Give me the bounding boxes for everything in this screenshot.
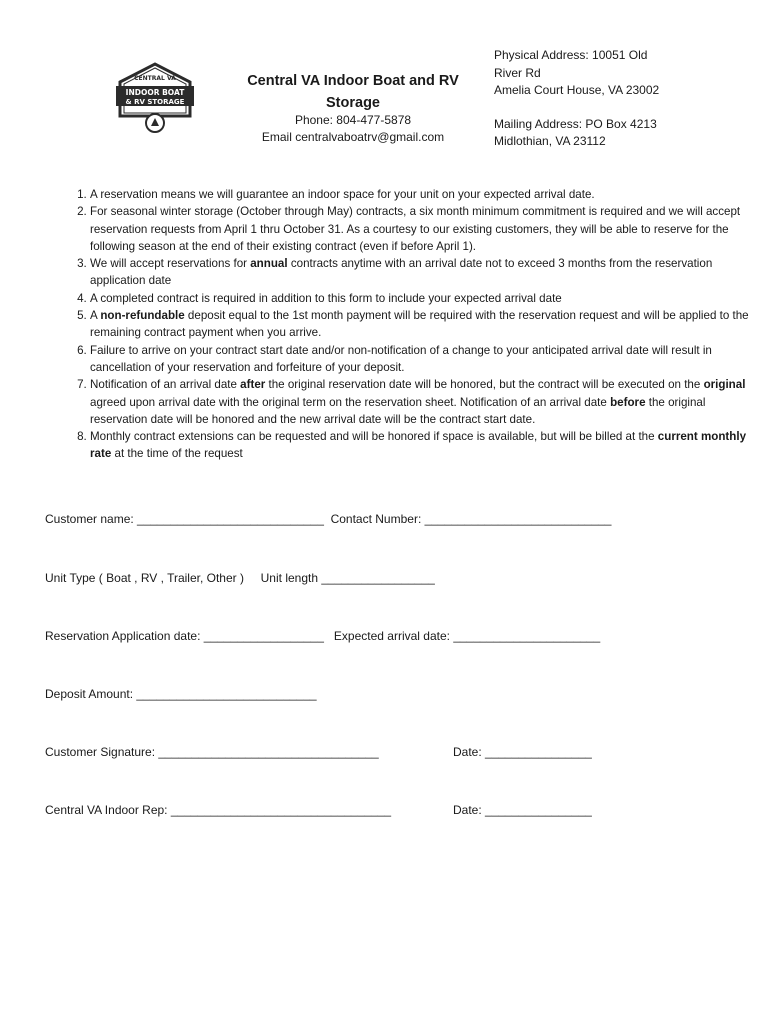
address-block (494, 47, 694, 151)
unit-length-field[interactable]: Unit length _________________ (260, 571, 435, 585)
logo-line-1: INDOOR BOAT (125, 88, 185, 97)
rule-emphasis: after (240, 378, 266, 392)
unit-info-row (45, 570, 435, 586)
email-address: Email centralvaboatrv@gmail.com (261, 130, 445, 144)
rule-text: the original reservation date will be honored and the new arrival date will be the contract start date. (90, 395, 706, 426)
rule-text: For seasonal winter storage (October through May) contracts, a six month minimum commitment is required and we will accept reservation requests from April 1 thru October 31. As a courtesy to our existing customers, they will be able to reserve for the following season at the end of their existing contract (even if before April 1). (90, 205, 741, 253)
rule-text: A completed contract is required in addition to this form to include your expected arrival date (90, 291, 562, 305)
rule-emphasis: before (610, 395, 646, 409)
rule-text: contracts anytime with an arrival date not to exceed 3 months from the reservation application date (90, 257, 713, 288)
expected-arrival-field[interactable]: Expected arrival date: ______________________ (333, 629, 601, 643)
dates-row (45, 628, 600, 644)
rule-item (90, 342, 754, 377)
signature-date-field[interactable]: Date: ________________ (453, 745, 592, 759)
rule-text: at the time of the request (111, 447, 243, 461)
rule-emphasis: original (703, 378, 746, 392)
rep-signature-field[interactable]: Central VA Indoor Rep: _________________________________ (45, 803, 392, 817)
rule-emphasis: non-refundable (100, 309, 185, 323)
rule-text: deposit equal to the 1st month payment will be required with the reservation request and will be applied to the remaining contract payment when you arrive. (90, 309, 749, 340)
rep-date-field[interactable]: Date: ________________ (453, 803, 592, 817)
rule-text: We will accept reservations for (90, 257, 251, 271)
logo-line-2: & RV STORAGE (125, 98, 185, 106)
rule-item (90, 307, 754, 342)
rule-item (90, 186, 754, 203)
rule-text: A (90, 309, 101, 323)
rule-text: Failure to arrive on your contract start date and/or non-notification of a change to your anticipated arrival date will result in cancellation of your reservation and forfeiture of your deposit. (90, 343, 712, 374)
rule-emphasis: annual (250, 257, 288, 271)
rule-text: Notification of an arrival date (90, 378, 241, 392)
contact-number-field[interactable]: Contact Number: ____________________________ (330, 512, 612, 526)
reservation-rules-list (62, 186, 754, 463)
customer-info-row (45, 511, 611, 527)
company-logo (114, 60, 196, 136)
mailing-address-line-1: Mailing Address: PO Box 4213 (494, 116, 657, 131)
physical-address-line-2: River Rd (494, 65, 541, 80)
customer-name-field[interactable]: Customer name: ____________________________ (45, 512, 324, 526)
deposit-amount-field[interactable]: Deposit Amount: ___________________________ (45, 687, 317, 701)
unit-type-field[interactable]: Unit Type ( Boat , RV , Trailer, Other ) (45, 571, 244, 585)
page-title: Central VA Indoor Boat and RV Storage (247, 73, 459, 111)
contact-block (228, 112, 478, 146)
customer-signature-field[interactable]: Customer Signature: _________________________________ (45, 745, 379, 759)
deposit-row (45, 686, 317, 702)
rule-item (90, 290, 754, 307)
physical-address-line-3: Amelia Court House, VA 23002 (494, 83, 660, 97)
physical-address-line-1: Physical Address: 10051 Old (494, 48, 648, 62)
rule-text: Monthly contract extensions can be requested and will be honored if space is available, but will be billed at the (90, 430, 658, 444)
logo-arc-text: CENTRAL VA (134, 75, 176, 82)
rule-item (90, 376, 754, 428)
rule-item (90, 255, 754, 290)
rule-text: the original reservation date will be honored, but the contract will be executed on the (265, 378, 704, 392)
rule-text: agreed upon arrival date with the original term on the reservation sheet. Notification of an arrival date (90, 395, 611, 409)
rule-emphasis: current monthly rate (90, 430, 747, 461)
phone-number: Phone: 804-477-5878 (294, 113, 412, 127)
rule-item (90, 428, 754, 463)
rule-text: A reservation means we will guarantee an indoor space for your unit on your expected arrival date. (90, 188, 595, 201)
mailing-address-line-2: Midlothian, VA 23112 (494, 134, 606, 148)
rule-item (90, 203, 754, 255)
reservation-date-field[interactable]: Reservation Application date: __________________ (45, 629, 324, 643)
